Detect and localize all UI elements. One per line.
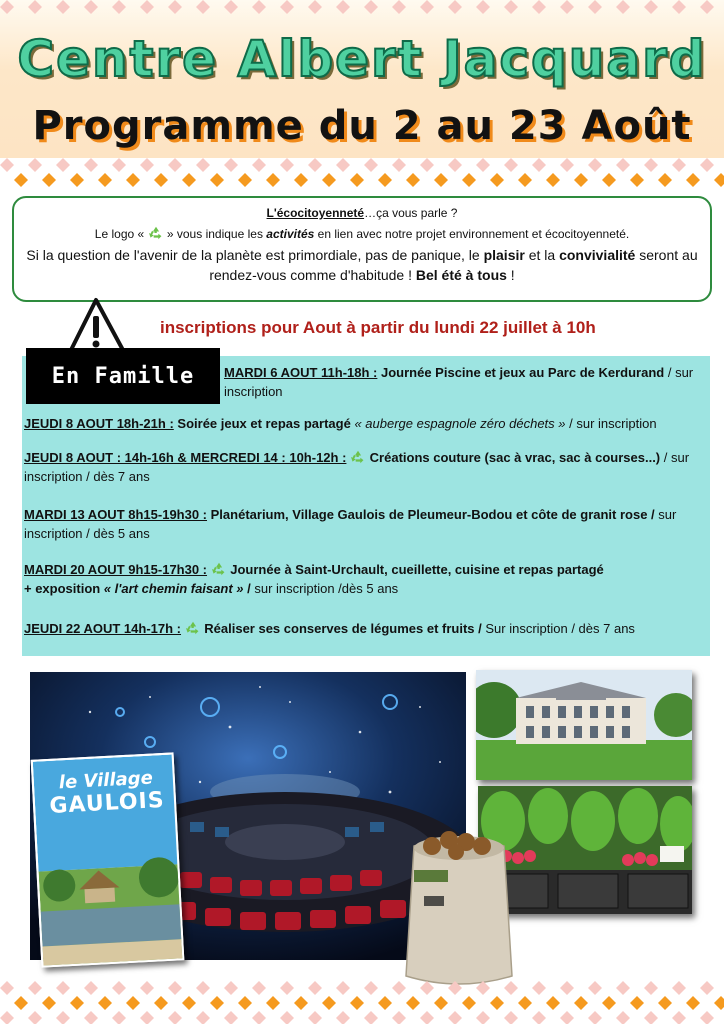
diamond-shape [126,996,140,1010]
diamond-shape [224,1011,238,1024]
diamond-shape [112,981,126,995]
diamond-shape [350,173,364,187]
diamond-shape [518,173,532,187]
en-famille-label: En Famille [26,348,220,404]
diamond-shape [392,981,406,995]
diamond-shape [560,1011,574,1024]
event-item: JEUDI 8 AOUT 18h-21h : Soirée jeux et repas partagé « auberge espagnole zéro déchets » / sur inscription [24,416,657,431]
diamond-shape [112,0,126,14]
diamond-shape [518,996,532,1010]
diamond-shape [546,173,560,187]
diamond-shape [252,981,266,995]
diamond-shape [420,0,434,14]
diamond-shape [154,173,168,187]
diamond-shape [420,158,434,172]
chateau-photo [476,670,692,780]
event-item: MARDI 20 AOUT 9h15-17h30 : Journée à Saint-Urchault, cueillette, cuisine et repas partagé + exposition « l'art chemin faisant » / sur inscription /dès 5 ans [24,562,604,596]
diamond-shape [196,158,210,172]
diamond-shape [336,981,350,995]
eco-logo-explanation: Le logo « » vous indique les activités en lien avec notre projet environnement et écocitoyenneté. [94,227,630,241]
diamond-shape [98,173,112,187]
diamond-shape [84,158,98,172]
diamond-shape [588,1011,602,1024]
diamond-shape [28,0,42,14]
diamond-shape [364,981,378,995]
diamond-shape [112,1011,126,1024]
diamond-shape [672,1011,686,1024]
diamond-shape [448,158,462,172]
diamond-shape [364,1011,378,1024]
diamond-shape [168,158,182,172]
diamond-shape [504,158,518,172]
diamond-shape [196,1011,210,1024]
diamond-shape [196,0,210,14]
diamond-shape [588,981,602,995]
diamond-shape [476,158,490,172]
diamond-shape [112,158,126,172]
diamond-shape [504,981,518,995]
diamond-shape [434,173,448,187]
diamond-shape [308,1011,322,1024]
diamond-shape [322,173,336,187]
diamond-shape [364,0,378,14]
diamond-shape [462,173,476,187]
diamond-shape [490,173,504,187]
diamond-shape [672,0,686,14]
diamond-shape [546,996,560,1010]
diamond-shape [168,0,182,14]
diamond-shape [42,996,56,1010]
inscriptions-notice: inscriptions pour Aout à partir du lundi 22 juillet à 10h [160,318,596,337]
diamond-shape [686,173,700,187]
diamond-shape [448,981,462,995]
diamond-shape [364,158,378,172]
diamond-shape [560,0,574,14]
diamond-shape [266,173,280,187]
diamond-shape [644,0,658,14]
ecocitoyennete-box [12,196,712,302]
diamond-shape [700,981,714,995]
village-gaulois-photo [31,752,185,967]
diamond-shape [126,173,140,187]
diamond-shape [574,996,588,1010]
diamond-shape [420,981,434,995]
diamond-shape [154,996,168,1010]
diamond-shape [14,173,28,187]
diamond-shape [0,158,14,172]
diamond-shape [504,0,518,14]
diamond-shape [714,173,724,187]
diamond-shape [350,996,364,1010]
diamond-shape [588,158,602,172]
diamond-shape [448,0,462,14]
diamond-shape [280,0,294,14]
diamond-shape [686,996,700,1010]
diamond-shape [700,158,714,172]
diamond-shape [392,158,406,172]
diamond-shape [252,0,266,14]
diamond-shape [308,981,322,995]
diamond-shape [98,996,112,1010]
diamond-shape [532,0,546,14]
diamond-shape [210,996,224,1010]
diamond-shape [56,0,70,14]
diamond-shape [0,1011,14,1024]
diamond-shape [476,0,490,14]
diamond-shape [434,996,448,1010]
diamond-shape [252,158,266,172]
diamond-shape [84,1011,98,1024]
diamond-shape [140,158,154,172]
diamond-shape [224,158,238,172]
diamond-shape [70,173,84,187]
diamond-shape [308,158,322,172]
diamond-shape [14,996,28,1010]
event-item: MARDI 13 AOUT 8h15-19h30 : Planétarium, Village Gaulois de Pleumeur-Bodou et côte de granit rose / sur inscription / dès 5 ans [24,507,677,541]
diamond-shape [392,1011,406,1024]
diamond-shape [336,158,350,172]
recycle-icon [211,562,227,576]
page-title: Centre Albert Jacquard [17,30,707,88]
bottom-diamond-border [0,980,724,1024]
diamond-shape [644,1011,658,1024]
diamond-shape [560,981,574,995]
diamond-shape [658,173,672,187]
diamond-shape [616,158,630,172]
diamond-shape [224,0,238,14]
diamond-shape [602,173,616,187]
diamond-shape [210,173,224,187]
diamond-shape [392,0,406,14]
diamond-shape [630,173,644,187]
diamond-shape [714,996,724,1010]
diamond-shape [630,996,644,1010]
event-item: JEUDI 22 AOUT 14h-17h : Réaliser ses conserves de légumes et fruits / Sur inscription / dès 7 ans [24,621,635,636]
diamond-shape [28,158,42,172]
diamond-shape [56,1011,70,1024]
diamond-shape [280,158,294,172]
eco-title: L'écocitoyenneté…ça vous parle ? [266,206,458,220]
diamond-shape [532,1011,546,1024]
diamond-shape [224,981,238,995]
diamond-shape [140,1011,154,1024]
diamond-shape [294,996,308,1010]
diamond-shape [56,158,70,172]
recycle-icon [350,450,366,464]
event-item: MARDI 6 AOUT 11h-18h : Journée Piscine et jeux au Parc de Kerdurand / sur inscription [224,365,694,399]
diamond-shape [182,173,196,187]
diamond-shape [56,981,70,995]
diamond-shape [616,1011,630,1024]
diamond-shape [616,981,630,995]
diamond-shape [644,158,658,172]
diamond-shape [378,996,392,1010]
diamond-shape [70,996,84,1010]
diamond-shape [672,981,686,995]
diamond-shape [252,1011,266,1024]
recycle-icon [148,226,164,240]
diamond-shape [616,0,630,14]
diamond-shape [644,981,658,995]
header-diamond-border [0,158,724,192]
diamond-shape [294,173,308,187]
diamond-shape [238,173,252,187]
event-item: JEUDI 8 AOUT : 14h-16h & MERCREDI 14 : 10h-12h : Créations couture (sac à vrac, sac à courses...) / sur inscription / dès 7 ans [24,450,690,484]
top-diamond-border [0,0,724,34]
diamond-shape [448,1011,462,1024]
diamond-shape [280,1011,294,1024]
bulk-bag-photo [394,826,524,990]
diamond-shape [308,0,322,14]
diamond-shape [490,996,504,1010]
diamond-shape [476,981,490,995]
page-subtitle: Programme du 2 au 23 Août [32,103,692,149]
diamond-shape [700,1011,714,1024]
diamond-shape [462,996,476,1010]
diamond-shape [574,173,588,187]
diamond-shape [322,996,336,1010]
diamond-shape [196,981,210,995]
diamond-shape [588,0,602,14]
diamond-shape [168,1011,182,1024]
diamond-shape [140,0,154,14]
recycle-icon [185,621,201,635]
village-gaulois-logo: le Village GAULOIS [48,767,166,819]
diamond-shape [378,173,392,187]
diamond-shape [420,1011,434,1024]
diamond-shape [0,0,14,14]
diamond-shape [504,1011,518,1024]
diamond-shape [560,158,574,172]
diamond-shape [672,158,686,172]
diamond-shape [406,996,420,1010]
diamond-shape [266,996,280,1010]
eco-message: Si la question de l'avenir de la planète est primordiale, pas de panique, le plaisir et la convivialité seront au rendez-vous comme d'habitude ! Bel été à tous ! [26,247,698,283]
diamond-shape [532,158,546,172]
diamond-shape [28,1011,42,1024]
diamond-shape [84,0,98,14]
diamond-shape [476,1011,490,1024]
diamond-shape [532,981,546,995]
diamond-shape [168,981,182,995]
diamond-shape [700,0,714,14]
diamond-shape [140,981,154,995]
diamond-shape [28,981,42,995]
diamond-shape [406,173,420,187]
diamond-shape [238,996,252,1010]
diamond-shape [0,981,14,995]
diamond-shape [182,996,196,1010]
diamond-shape [336,0,350,14]
diamond-shape [602,996,616,1010]
diamond-shape [280,981,294,995]
diamond-shape [84,981,98,995]
diamond-shape [658,996,672,1010]
diamond-shape [42,173,56,187]
diamond-shape [336,1011,350,1024]
